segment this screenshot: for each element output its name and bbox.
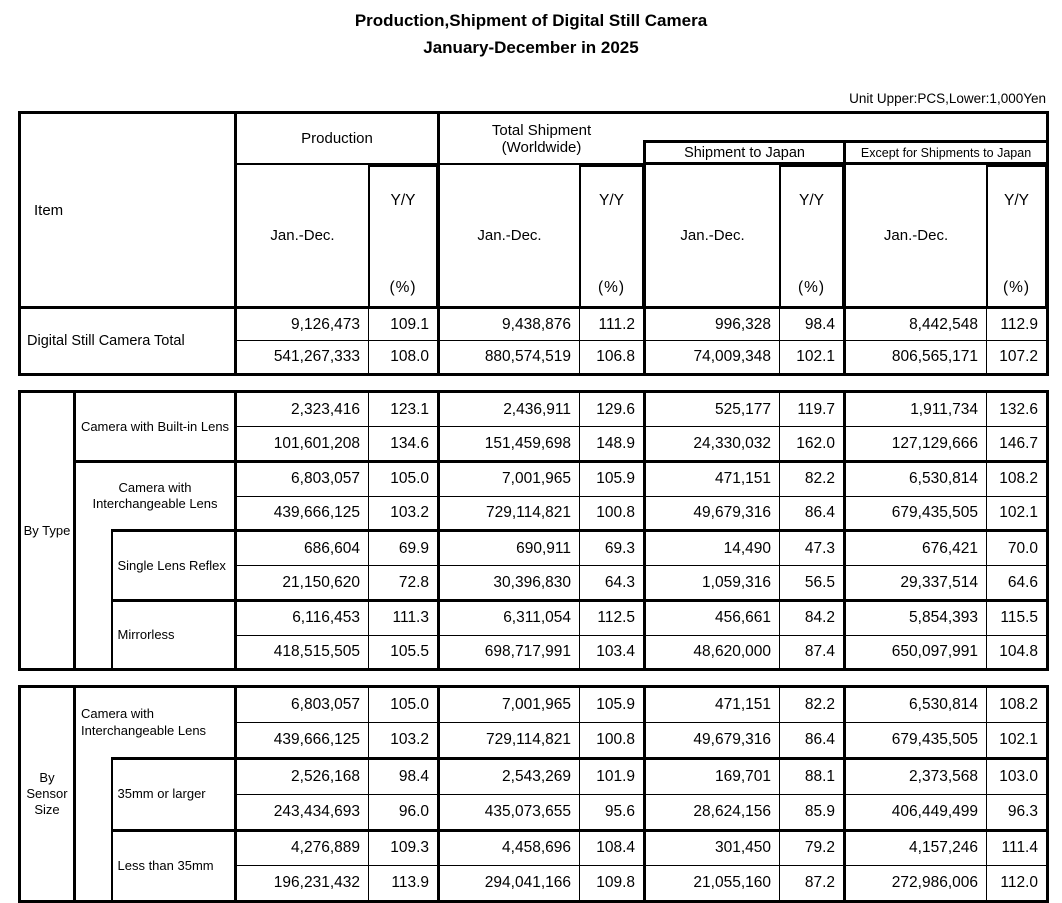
row-label-interchangeable-lens: Camera with Interchangeable Lens [75, 461, 236, 531]
data-cell: 100.8 [580, 723, 645, 759]
data-cell: 8,442,548 [845, 308, 987, 341]
indent-spacer-cell [75, 758, 112, 901]
table-row [20, 461, 1048, 496]
data-cell: 113.9 [369, 866, 439, 902]
table-row [20, 392, 1048, 427]
data-cell: 107.2 [987, 341, 1048, 375]
header-spacer [645, 113, 1048, 142]
data-cell: 86.4 [780, 496, 845, 531]
data-cell: 439,666,125 [236, 496, 369, 531]
yy-label: Y/Y [599, 192, 625, 210]
data-cell: 29,337,514 [845, 566, 987, 601]
data-cell: 56.5 [780, 566, 845, 601]
data-cell: 108.2 [987, 687, 1048, 723]
data-cell: 134.6 [369, 427, 439, 462]
data-cell: 103.2 [369, 723, 439, 759]
data-cell: 86.4 [780, 723, 845, 759]
data-cell: 9,438,876 [439, 308, 580, 341]
data-cell: 98.4 [780, 308, 845, 341]
data-cell: 471,151 [645, 687, 780, 723]
data-cell: 21,150,620 [236, 566, 369, 601]
pct-label: (%) [1002, 279, 1031, 297]
table-row [20, 531, 1048, 566]
data-cell: 112.5 [580, 600, 645, 635]
data-cell: 2,373,568 [845, 758, 987, 794]
data-cell: 79.2 [780, 830, 845, 866]
data-cell: 243,434,693 [236, 794, 369, 830]
data-cell: 87.2 [780, 866, 845, 902]
data-cell: 109.8 [580, 866, 645, 902]
page-title-line2: January-December in 2025 [423, 38, 639, 58]
data-cell: 102.1 [987, 496, 1048, 531]
column-header-period-worldwide: Jan.-Dec. [439, 164, 580, 308]
data-cell: 6,311,054 [439, 600, 580, 635]
column-header-yy-except [987, 165, 1046, 306]
data-cell: 127,129,666 [845, 427, 987, 462]
data-cell: 729,114,821 [439, 723, 580, 759]
data-cell: 82.2 [780, 461, 845, 496]
data-cell: 690,911 [439, 531, 580, 566]
data-cell: 108.4 [580, 830, 645, 866]
data-cell: 101.9 [580, 758, 645, 794]
data-cell: 7,001,965 [439, 687, 580, 723]
data-cell: 103.4 [580, 635, 645, 670]
data-cell: 85.9 [780, 794, 845, 830]
data-cell: 418,515,505 [236, 635, 369, 670]
unit-note: Unit Upper:PCS,Lower:1,000Yen [849, 91, 1046, 107]
row-label-interchangeable-lens: Camera with Interchangeable Lens [75, 687, 236, 759]
data-cell: 100.8 [580, 496, 645, 531]
data-cell: 112.0 [987, 866, 1048, 902]
data-cell: 14,490 [645, 531, 780, 566]
data-cell: 4,157,246 [845, 830, 987, 866]
data-cell: 471,151 [645, 461, 780, 496]
data-cell: 48,620,000 [645, 635, 780, 670]
data-cell: 2,526,168 [236, 758, 369, 794]
data-cell: 806,565,171 [845, 341, 987, 375]
page-title [0, 7, 1062, 61]
yy-label: Y/Y [799, 192, 825, 210]
data-cell: 686,604 [236, 531, 369, 566]
data-cell: 169,701 [645, 758, 780, 794]
group-label-by-sensor-size: By Sensor Size [20, 687, 75, 902]
data-cell: 74,009,348 [645, 341, 780, 375]
data-cell: 456,661 [645, 600, 780, 635]
data-cell: 7,001,965 [439, 461, 580, 496]
data-cell: 95.6 [580, 794, 645, 830]
data-cell: 996,328 [645, 308, 780, 341]
data-cell: 679,435,505 [845, 496, 987, 531]
data-cell: 6,803,057 [236, 687, 369, 723]
data-cell: 69.3 [580, 531, 645, 566]
data-cell: 69.9 [369, 531, 439, 566]
data-cell: 64.3 [580, 566, 645, 601]
data-cell: 105.0 [369, 687, 439, 723]
data-cell: 105.0 [369, 461, 439, 496]
data-cell: 729,114,821 [439, 496, 580, 531]
column-header-shipment-japan: Shipment to Japan [645, 142, 845, 164]
data-cell: 49,679,316 [645, 723, 780, 759]
data-cell: 6,530,814 [845, 461, 987, 496]
data-cell: 21,055,160 [645, 866, 780, 902]
row-label-35mm-or-larger: 35mm or larger [112, 758, 236, 830]
data-cell: 108.2 [987, 461, 1048, 496]
column-header-production: Production [236, 113, 439, 164]
data-cell: 82.2 [780, 687, 845, 723]
pct-label: (%) [389, 279, 417, 297]
data-cell: 109.3 [369, 830, 439, 866]
total-shipment-line2: (Worldwide) [501, 138, 582, 156]
pct-label: (%) [797, 279, 826, 297]
data-cell: 4,458,696 [439, 830, 580, 866]
data-cell: 650,097,991 [845, 635, 987, 670]
column-header-except-japan: Except for Shipments to Japan [845, 142, 1048, 164]
data-cell: 6,116,453 [236, 600, 369, 635]
data-cell: 698,717,991 [439, 635, 580, 670]
data-cell: 84.2 [780, 600, 845, 635]
data-cell: 105.9 [580, 687, 645, 723]
data-cell: 98.4 [369, 758, 439, 794]
data-cell: 119.7 [780, 392, 845, 427]
column-header-yy-production [369, 165, 437, 306]
summary-table [18, 111, 1049, 376]
yy-label: Y/Y [1004, 192, 1030, 210]
row-label-built-in-lens: Camera with Built-in Lens [75, 392, 236, 462]
data-cell: 301,450 [645, 830, 780, 866]
data-cell: 102.1 [987, 723, 1048, 759]
data-cell: 5,854,393 [845, 600, 987, 635]
column-header-period-production: Jan.-Dec. [236, 164, 369, 308]
data-cell: 880,574,519 [439, 341, 580, 375]
data-cell: 435,073,655 [439, 794, 580, 830]
row-label-less-than-35mm: Less than 35mm [112, 830, 236, 902]
data-cell: 6,803,057 [236, 461, 369, 496]
data-cell: 106.8 [580, 341, 645, 375]
data-cell: 104.8 [987, 635, 1048, 670]
data-cell: 115.5 [987, 600, 1048, 635]
data-cell: 112.9 [987, 308, 1048, 341]
table-row [20, 308, 1048, 341]
data-cell: 9,126,473 [236, 308, 369, 341]
data-cell: 108.0 [369, 341, 439, 375]
data-cell: 4,276,889 [236, 830, 369, 866]
indent-spacer-cell [75, 531, 112, 670]
data-cell: 148.9 [580, 427, 645, 462]
data-cell: 87.4 [780, 635, 845, 670]
group-label-by-type: By Type [20, 392, 75, 670]
yy-label: Y/Y [390, 192, 416, 210]
data-cell: 439,666,125 [236, 723, 369, 759]
data-cell: 88.1 [780, 758, 845, 794]
data-cell: 525,177 [645, 392, 780, 427]
data-cell: 1,911,734 [845, 392, 987, 427]
data-cell: 196,231,432 [236, 866, 369, 902]
data-cell: 129.6 [580, 392, 645, 427]
data-cell: 2,543,269 [439, 758, 580, 794]
column-header-period-japan: Jan.-Dec. [645, 164, 780, 308]
table-row [20, 758, 1048, 794]
data-cell: 103.0 [987, 758, 1048, 794]
data-cell: 406,449,499 [845, 794, 987, 830]
page-title-line1: Production,Shipment of Digital Still Camera [354, 11, 708, 30]
row-label-total: Digital Still Camera Total [20, 308, 236, 375]
column-header-total-shipment [439, 113, 645, 164]
pct-label: (%) [597, 279, 626, 297]
data-cell: 105.5 [369, 635, 439, 670]
data-cell: 151,459,698 [439, 427, 580, 462]
by-sensor-table [18, 685, 1049, 903]
data-cell: 28,624,156 [645, 794, 780, 830]
data-cell: 2,436,911 [439, 392, 580, 427]
data-cell: 101,601,208 [236, 427, 369, 462]
data-cell: 2,323,416 [236, 392, 369, 427]
data-cell: 111.4 [987, 830, 1048, 866]
data-cell: 64.6 [987, 566, 1048, 601]
table-row [20, 687, 1048, 723]
data-cell: 103.2 [369, 496, 439, 531]
data-cell: 96.3 [987, 794, 1048, 830]
data-cell: 49,679,316 [645, 496, 780, 531]
table-row [20, 600, 1048, 635]
data-cell: 30,396,830 [439, 566, 580, 601]
data-cell: 676,421 [845, 531, 987, 566]
data-cell: 105.9 [580, 461, 645, 496]
data-cell: 294,041,166 [439, 866, 580, 902]
data-cell: 111.2 [580, 308, 645, 341]
data-cell: 162.0 [780, 427, 845, 462]
data-cell: 541,267,333 [236, 341, 369, 375]
column-header-yy-japan [780, 165, 843, 306]
by-type-table [18, 390, 1049, 671]
data-cell: 70.0 [987, 531, 1048, 566]
data-cell: 1,059,316 [645, 566, 780, 601]
data-cell: 123.1 [369, 392, 439, 427]
data-cell: 47.3 [780, 531, 845, 566]
data-cell: 132.6 [987, 392, 1048, 427]
data-cell: 24,330,032 [645, 427, 780, 462]
data-cell: 272,986,006 [845, 866, 987, 902]
table-row [20, 830, 1048, 866]
row-label-single-lens-reflex: Single Lens Reflex [112, 531, 236, 601]
data-cell: 111.3 [369, 600, 439, 635]
data-cell: 109.1 [369, 308, 439, 341]
row-label-mirrorless: Mirrorless [112, 600, 236, 670]
data-cell: 679,435,505 [845, 723, 987, 759]
data-cell: 72.8 [369, 566, 439, 601]
data-cell: 96.0 [369, 794, 439, 830]
column-header-period-except: Jan.-Dec. [845, 164, 987, 308]
data-cell: 6,530,814 [845, 687, 987, 723]
column-header-yy-worldwide [580, 165, 643, 306]
total-shipment-line1: Total Shipment [491, 121, 592, 139]
column-header-item: Item [20, 113, 236, 308]
data-cell: 102.1 [780, 341, 845, 375]
data-cell: 146.7 [987, 427, 1048, 462]
